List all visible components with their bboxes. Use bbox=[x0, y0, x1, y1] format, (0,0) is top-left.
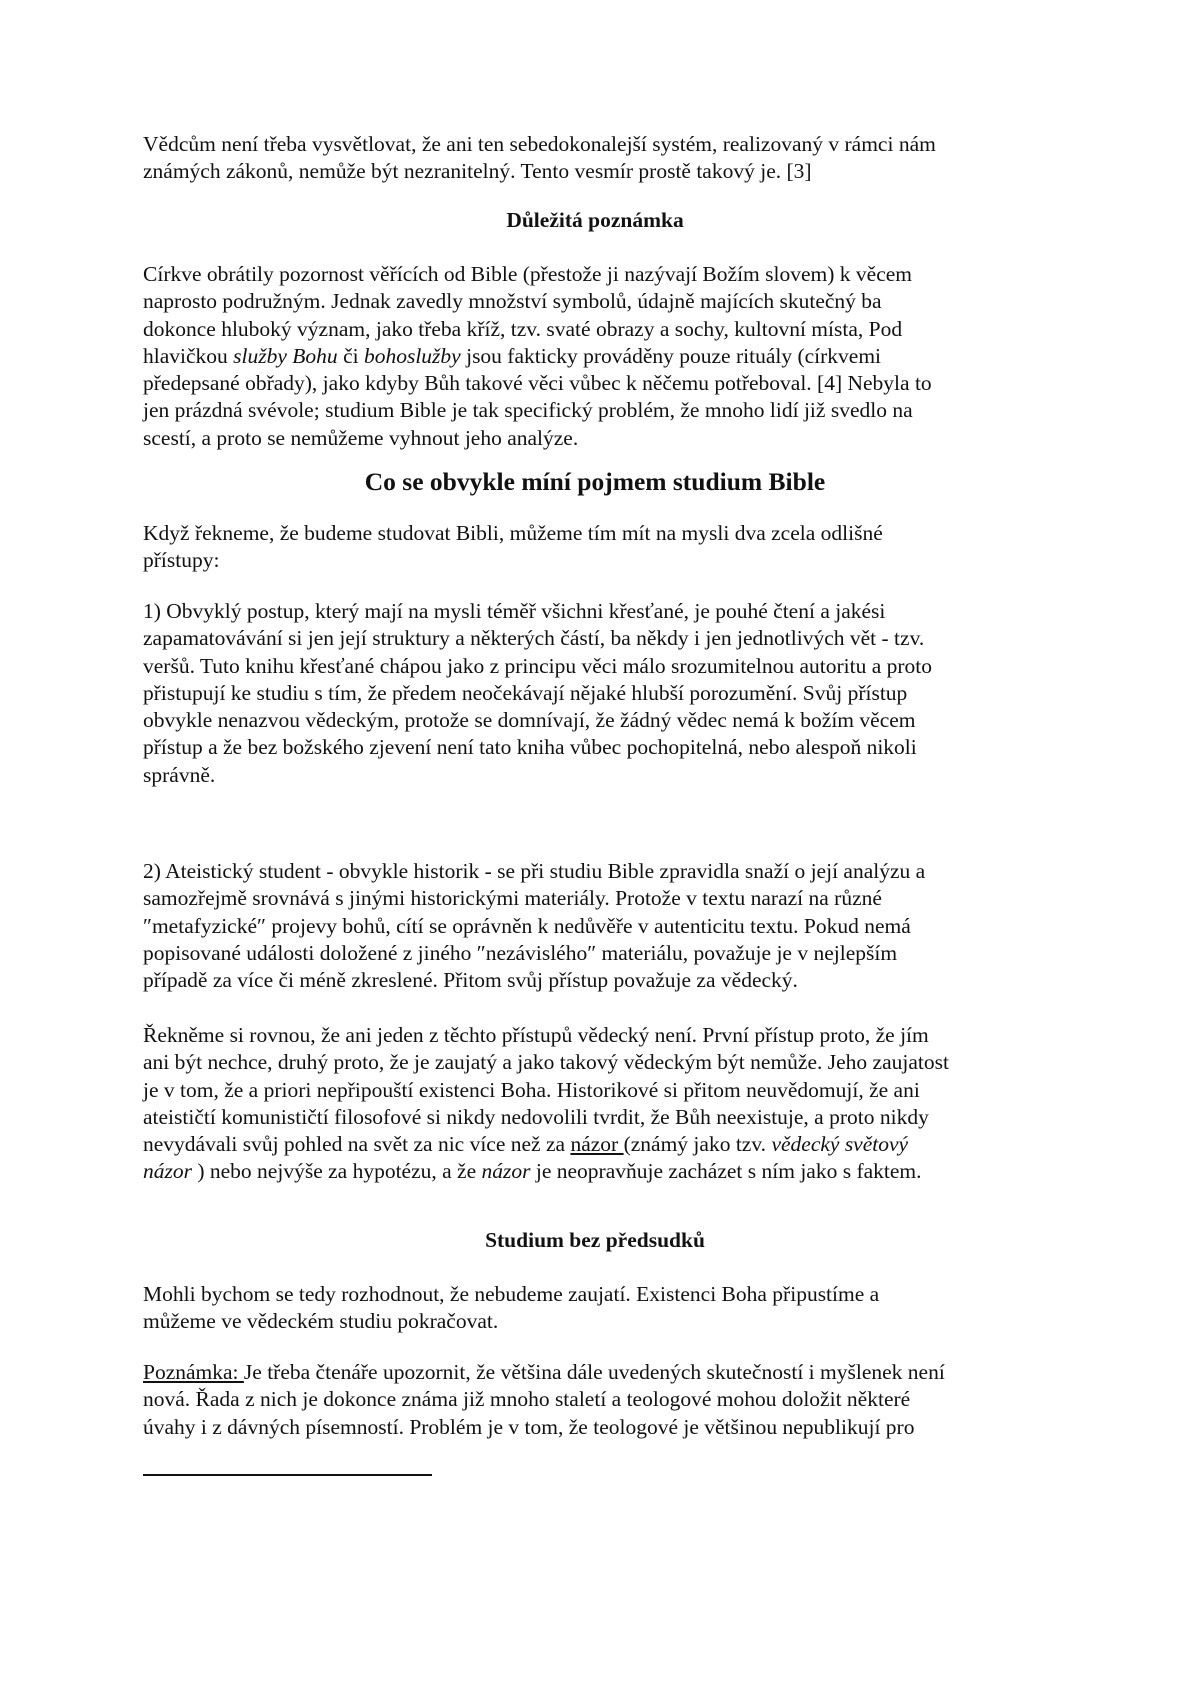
text-line bbox=[143, 1131, 1063, 1158]
critique-paragraph bbox=[143, 1022, 1063, 1186]
approach-2-paragraph bbox=[143, 858, 1063, 994]
text-line: ani být nechce, druhý proto, že je zaujatý a jako takový vědeckým být nemůže. Jeho zaujatost bbox=[143, 1050, 949, 1075]
text-line: můžeme ve vědeckém studiu pokračovat. bbox=[143, 1309, 499, 1334]
italic-term: bohoslužby bbox=[363, 343, 461, 368]
text-line bbox=[143, 343, 1063, 370]
intro-paragraph bbox=[143, 131, 1063, 186]
italic-term: vědecký světový bbox=[771, 1132, 909, 1157]
text-run: Je třeba čtenáře upozornit, že většina dále uvedených skutečností i myšlenek není bbox=[243, 1360, 945, 1384]
text-run: hlavičkou bbox=[143, 343, 234, 368]
text-run: nevydávali svůj pohled na svět za nic více než za bbox=[143, 1132, 571, 1157]
approaches-intro-paragraph bbox=[143, 520, 1063, 575]
text-line: případě za více či méně zkreslené. Přitom svůj přístup považuje za vědecký. bbox=[143, 968, 798, 993]
text-line: naprosto podružným. Jednak zavedly množství symbolů, údajně majících skutečný ba bbox=[143, 289, 882, 314]
text-line: Vědcům není třeba vysvětlovat, že ani ten sebedokonalejší systém, realizovaný v rámci nám bbox=[143, 132, 936, 156]
text-line: scestí, a proto se nemůžeme vyhnout jeho analýze. bbox=[143, 425, 579, 450]
text-line bbox=[143, 1158, 1063, 1185]
underlined-term: názor bbox=[570, 1132, 624, 1157]
text-line: zapamatovávání si jen její struktury a některých částí, ba někdy i jen jednotlivých vět - tzv. bbox=[143, 626, 925, 651]
heading-unbiased-study: Studium bez předsudků bbox=[485, 1228, 705, 1252]
text-line: úvahy i z dávných písemností. Problém je v tom, že teologové je většinou nepublikují pro bbox=[143, 1414, 915, 1439]
text-line: Mohli bychom se tedy rozhodnout, že nebudeme zaujatí. Existenci Boha připustíme a bbox=[143, 1282, 880, 1306]
text-line: je v tom, že a priori nepřipouští existenci Boha. Historikové si přitom neuvědomují, že ani bbox=[143, 1077, 920, 1102]
text-line: popisované události doložené z jiného ″nezávislého″ materiálu, považuje je v nejlepším bbox=[143, 940, 898, 965]
text-line: předepsané obřady), jako kdyby Bůh takové věci vůbec k něčemu potřeboval. [4] Nebyla to bbox=[143, 371, 932, 396]
text-line: veršů. Tuto knihu křesťané chápou jako z principu věci málo srozumitelnou autoritu a proto bbox=[143, 653, 932, 678]
text-line: ″metafyzické″ projevy bohů, cítí se oprávněn k nedůvěře v autenticitu textu. Pokud nemá bbox=[143, 913, 911, 938]
remark-paragraph bbox=[143, 1359, 1063, 1441]
text-line: správně. bbox=[143, 762, 216, 787]
text-line: obvykle nenazvou vědeckým, protože se domnívají, že žádný vědec nemá k božím věcem bbox=[143, 708, 916, 733]
text-line bbox=[143, 1359, 1063, 1386]
italic-term: názor bbox=[481, 1159, 531, 1184]
text-run: (známý jako tzv. bbox=[623, 1132, 772, 1157]
text-line: Když řekneme, že budeme studovat Bibli, můžeme tím mít na mysli dva zcela odlišné bbox=[143, 521, 883, 545]
text-run: či bbox=[337, 343, 364, 368]
text-line: Církve obrátily pozornost věřících od Bible (přestože ji nazývají Božím slovem) k věcem bbox=[143, 262, 913, 286]
text-line: samozřejmě srovnává s jinými historickými materiály. Protože v textu narazí na různé bbox=[143, 886, 882, 911]
text-line: přistupují ke studiu s tím, že předem neočekávají nějaké hlubší porozumění. Svůj přístup bbox=[143, 680, 908, 705]
unbiased-paragraph bbox=[143, 1281, 1063, 1336]
text-run: je neopravňuje zacházet s ním jako s faktem. bbox=[530, 1159, 922, 1184]
text-line: dokonce hluboký význam, jako třeba kříž, tzv. svaté obrazy a sochy, kultovní místa, Pod bbox=[143, 316, 903, 341]
italic-term: služby Bohu bbox=[233, 343, 338, 368]
note-paragraph bbox=[143, 261, 1063, 452]
text-line: přístupy: bbox=[143, 548, 220, 573]
heading-important-note: Důležitá poznámka bbox=[506, 208, 684, 232]
text-run: ) nebo nejvýše za hypotézu, a že bbox=[191, 1159, 482, 1184]
text-line: jen prázdná svévole; studium Bible je tak specifický problém, že mnoho lidí již svedlo na bbox=[143, 398, 913, 423]
text-line: přístup a že bez božského zjevení není tato kniha vůbec pochopitelná, nebo alespoň nikoli bbox=[143, 735, 917, 760]
footnote-separator bbox=[143, 1474, 432, 1476]
text-run: jsou fakticky prováděny pouze rituály (církvemi bbox=[460, 343, 882, 368]
italic-term: názor bbox=[143, 1159, 192, 1184]
text-line: 2) Ateistický student - obvykle historik - se při studiu Bible zpravidla snaží o její analýzu a bbox=[143, 859, 926, 883]
text-line: Řekněme si rovnou, že ani jeden z těchto přístupů vědecký není. První přístup proto, že jím bbox=[143, 1023, 929, 1047]
section-heading: Co se obvykle míní pojmem studium Bible bbox=[364, 467, 826, 496]
text-line: ateističtí komunističtí filosofové si nikdy nedovolili tvrdit, že Bůh neexistuje, a proto nikdy bbox=[143, 1104, 929, 1129]
text-line: nová. Řada z nich je dokonce známa již mnoho staletí a teologové mohou doložit některé bbox=[143, 1387, 911, 1412]
text-line: známých zákonů, nemůže být nezranitelný. Tento vesmír prostě takový je. [3] bbox=[143, 159, 812, 184]
text-line: 1) Obvyklý postup, který mají na mysli téměř všichni křesťané, je pouhé čtení a jakési bbox=[143, 599, 886, 623]
approach-1-paragraph bbox=[143, 598, 1063, 789]
remark-label: Poznámka: bbox=[143, 1360, 244, 1384]
